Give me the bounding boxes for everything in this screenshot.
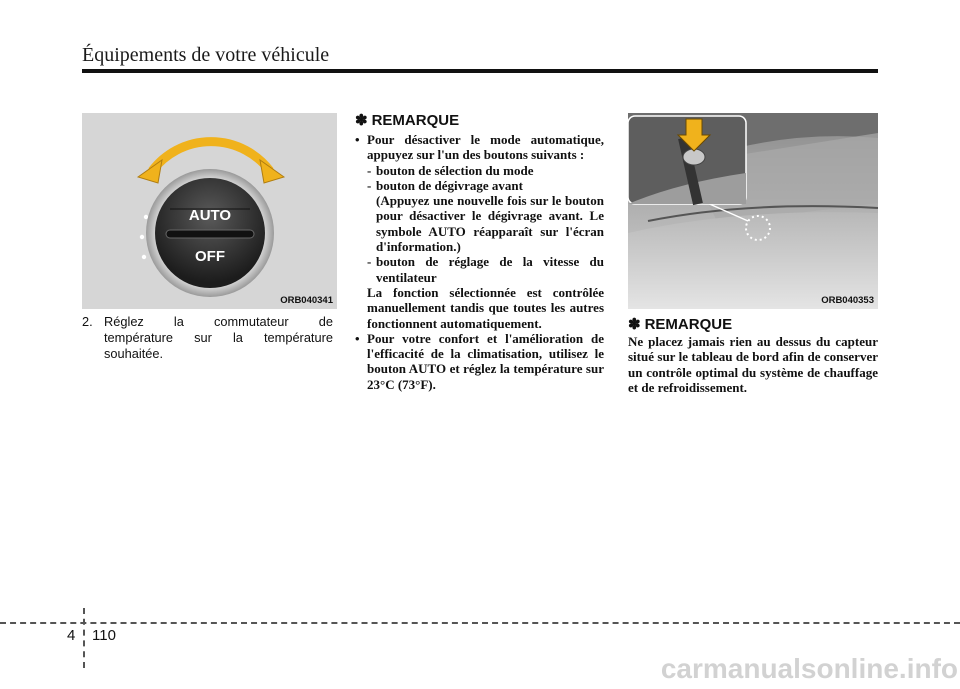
knob-illustration [82, 113, 337, 309]
step-line-rest: température sur la température souhaitée. [104, 330, 333, 361]
remark-1-bullet-1: • Pour désactiver le mode automatique, appuyez sur l'un des boutons suivants : [355, 132, 604, 163]
remark-1 [355, 111, 604, 392]
dashboard-illustration [628, 113, 878, 309]
rotation-arrow-arc [152, 142, 270, 171]
rotation-arrow-left-head [138, 160, 162, 183]
knob-auto-label: AUTO [188, 207, 232, 224]
remark-1-dash-3: - bouton de réglage de la vitesse du ventilateur [367, 254, 604, 285]
watermark: carmanualsonline.info [660, 653, 958, 684]
remark-2-text: Ne placez jamais rien au dessus du capteur situé sur le tableau de bord afin de conserver un contrôle optimal du système de chauffage et de refroidissement. [628, 334, 878, 395]
remark-star-icon: ✽ [355, 112, 368, 129]
step-number: 2. [82, 314, 93, 329]
remark-1-dash-2-note: (Appuyez une nouvelle fois sur le bouton pour désactiver le dégivrage avant. Le symbole AUTO réapparaît sur l'écran d'information.) [376, 193, 604, 255]
remark-1-title: REMARQUE [371, 111, 460, 129]
remark-1-heading [355, 111, 604, 129]
remark-2-title: REMARQUE [644, 315, 733, 333]
header-rule [82, 69, 878, 73]
remark-1-bullet-2: • Pour votre confort et l'amélioration de l'efficacité de la climatisation, utilisez le bouton AUTO et réglez la température sur 23°C (73°F). [355, 331, 604, 392]
rotation-arrow-right-head [260, 160, 284, 183]
remark-1-follow: La fonction sélectionnée est contrôlée manuellement tandis que toutes les autres fonctionnent automatiquement. [367, 284, 604, 331]
remark-star-icon: ✽ [628, 316, 641, 333]
figure-code-knob: ORB040341 [280, 295, 333, 306]
chapter-number: 4 [67, 627, 76, 644]
remark-2 [628, 315, 878, 395]
knob-off-label: OFF [195, 248, 225, 265]
remark-1-dash-1: - bouton de sélection du mode [367, 162, 534, 178]
step-2-text [82, 314, 333, 362]
figure-code-dashboard: ORB040353 [821, 295, 874, 306]
dashboard-figure [628, 113, 878, 309]
header-title: Équipements de votre véhicule [82, 44, 330, 66]
remark-1-dash-2: - bouton de dégivrage avant [367, 177, 523, 193]
knob-divider [166, 230, 254, 238]
footer-rule [0, 622, 960, 624]
page-number: 110 [92, 627, 116, 644]
knob-figure [82, 113, 337, 309]
remark-2-heading [628, 315, 878, 333]
step-line-1: Réglez la commutateur de [104, 314, 333, 329]
